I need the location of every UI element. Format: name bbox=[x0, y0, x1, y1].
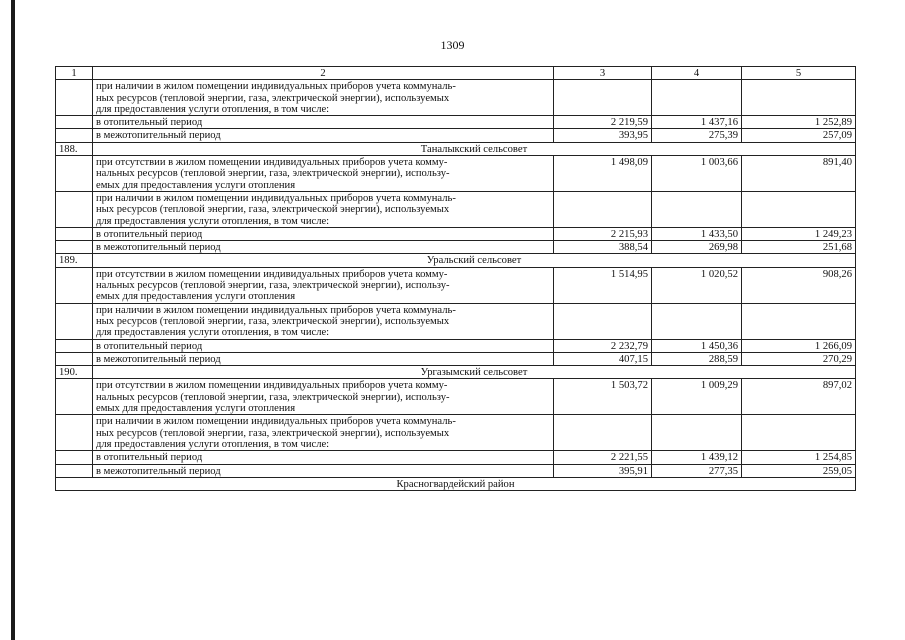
value-cell: 257,09 bbox=[742, 129, 856, 142]
value-cell: 393,95 bbox=[554, 129, 652, 142]
value-cell: 1 514,95 bbox=[554, 267, 652, 303]
description-row bbox=[56, 156, 856, 192]
value-cell: 1 439,12 bbox=[652, 451, 742, 464]
page-number: 1309 bbox=[440, 38, 465, 52]
number-cell bbox=[56, 415, 93, 451]
value-cell: 1 498,09 bbox=[554, 156, 652, 192]
description-cell: при отсутствии в жилом помещении индивидуальных приборов учета комму- нальных ресурсов (тепловой энергии, газа, электрической энергии), использу- емых для предоставления услуги отопления bbox=[93, 267, 554, 303]
tariff-table-body bbox=[56, 67, 856, 491]
description-cell: в межотопительный период bbox=[93, 464, 554, 477]
period-row bbox=[56, 116, 856, 129]
page-edge-rule bbox=[11, 0, 15, 640]
column-header: 1 bbox=[56, 67, 93, 80]
period-row bbox=[56, 227, 856, 240]
value-cell bbox=[554, 303, 652, 339]
value-cell bbox=[742, 303, 856, 339]
period-row bbox=[56, 241, 856, 254]
description-cell: при наличии в жилом помещении индивидуальных приборов учета коммуналь- ных ресурсов (тепловой энергии, газа, электрической энергии), используемых для предоставления услуги отопления, в том числе: bbox=[93, 303, 554, 339]
description-row bbox=[56, 303, 856, 339]
value-cell bbox=[742, 415, 856, 451]
value-cell bbox=[554, 415, 652, 451]
section-title-row bbox=[56, 254, 856, 267]
value-cell: 288,59 bbox=[652, 352, 742, 365]
number-cell bbox=[56, 156, 93, 192]
value-cell bbox=[742, 80, 856, 116]
value-cell bbox=[652, 80, 742, 116]
number-cell bbox=[56, 379, 93, 415]
value-cell bbox=[742, 191, 856, 227]
value-cell: 1 450,36 bbox=[652, 339, 742, 352]
number-cell bbox=[56, 303, 93, 339]
value-cell: 891,40 bbox=[742, 156, 856, 192]
value-cell: 270,29 bbox=[742, 352, 856, 365]
value-cell bbox=[652, 191, 742, 227]
value-cell: 1 433,50 bbox=[652, 227, 742, 240]
value-cell: 395,91 bbox=[554, 464, 652, 477]
value-cell: 388,54 bbox=[554, 241, 652, 254]
value-cell: 2 219,59 bbox=[554, 116, 652, 129]
value-cell: 1 009,29 bbox=[652, 379, 742, 415]
value-cell bbox=[652, 415, 742, 451]
value-cell bbox=[554, 80, 652, 116]
section-name: Таналыкский сельсовет bbox=[93, 142, 856, 155]
value-cell: 407,15 bbox=[554, 352, 652, 365]
number-cell bbox=[56, 241, 93, 254]
description-cell: в межотопительный период bbox=[93, 352, 554, 365]
description-cell: в отопительный период bbox=[93, 116, 554, 129]
value-cell: 1 020,52 bbox=[652, 267, 742, 303]
period-row bbox=[56, 129, 856, 142]
value-cell: 897,02 bbox=[742, 379, 856, 415]
description-cell: в отопительный период bbox=[93, 227, 554, 240]
number-cell bbox=[56, 191, 93, 227]
description-row bbox=[56, 415, 856, 451]
value-cell: 2 232,79 bbox=[554, 339, 652, 352]
column-header: 3 bbox=[554, 67, 652, 80]
description-row bbox=[56, 379, 856, 415]
header-row bbox=[56, 67, 856, 80]
description-row bbox=[56, 191, 856, 227]
district-name: Красногвардейский район bbox=[56, 477, 856, 490]
value-cell: 1 252,89 bbox=[742, 116, 856, 129]
description-cell: при наличии в жилом помещении индивидуальных приборов учета коммуналь- ных ресурсов (тепловой энергии, газа, электрической энергии), используемых для предоставления услуги отопления, в том числе: bbox=[93, 415, 554, 451]
section-number: 189. bbox=[56, 254, 93, 267]
district-row bbox=[56, 477, 856, 490]
value-cell: 908,26 bbox=[742, 267, 856, 303]
section-number: 188. bbox=[56, 142, 93, 155]
column-header: 5 bbox=[742, 67, 856, 80]
description-cell: в отопительный период bbox=[93, 451, 554, 464]
value-cell: 1 266,09 bbox=[742, 339, 856, 352]
value-cell: 259,05 bbox=[742, 464, 856, 477]
value-cell: 1 003,66 bbox=[652, 156, 742, 192]
number-cell bbox=[56, 267, 93, 303]
value-cell: 2 215,93 bbox=[554, 227, 652, 240]
description-cell: в отопительный период bbox=[93, 339, 554, 352]
period-row bbox=[56, 352, 856, 365]
value-cell: 251,68 bbox=[742, 241, 856, 254]
section-name: Ургазымский сельсовет bbox=[93, 366, 856, 379]
value-cell: 1 503,72 bbox=[554, 379, 652, 415]
period-row bbox=[56, 451, 856, 464]
value-cell bbox=[652, 303, 742, 339]
value-cell: 1 254,85 bbox=[742, 451, 856, 464]
section-title-row bbox=[56, 142, 856, 155]
description-cell: при наличии в жилом помещении индивидуальных приборов учета коммуналь- ных ресурсов (тепловой энергии, газа, электрической энергии), используемых для предоставления услуги отопления, в том числе: bbox=[93, 80, 554, 116]
value-cell: 277,35 bbox=[652, 464, 742, 477]
number-cell bbox=[56, 352, 93, 365]
section-name: Уральский сельсовет bbox=[93, 254, 856, 267]
tariff-table bbox=[55, 66, 856, 491]
section-number: 190. bbox=[56, 366, 93, 379]
value-cell: 269,98 bbox=[652, 241, 742, 254]
description-cell: в межотопительный период bbox=[93, 129, 554, 142]
column-header: 2 bbox=[93, 67, 554, 80]
description-cell: при наличии в жилом помещении индивидуальных приборов учета коммуналь- ных ресурсов (тепловой энергии, газа, электрической энергии), используемых для предоставления услуги отопления, в том числе: bbox=[93, 191, 554, 227]
description-cell: при отсутствии в жилом помещении индивидуальных приборов учета комму- нальных ресурсов (тепловой энергии, газа, электрической энергии), использу- емых для предоставления услуги отопления bbox=[93, 156, 554, 192]
period-row bbox=[56, 464, 856, 477]
value-cell bbox=[554, 191, 652, 227]
section-title-row bbox=[56, 366, 856, 379]
number-cell bbox=[56, 227, 93, 240]
value-cell: 2 221,55 bbox=[554, 451, 652, 464]
value-cell: 275,39 bbox=[652, 129, 742, 142]
number-cell bbox=[56, 116, 93, 129]
description-row bbox=[56, 80, 856, 116]
period-row bbox=[56, 339, 856, 352]
description-row bbox=[56, 267, 856, 303]
number-cell bbox=[56, 339, 93, 352]
column-header: 4 bbox=[652, 67, 742, 80]
number-cell bbox=[56, 129, 93, 142]
description-cell: при отсутствии в жилом помещении индивидуальных приборов учета комму- нальных ресурсов (тепловой энергии, газа, электрической энергии), использу- емых для предоставления услуги отопления bbox=[93, 379, 554, 415]
number-cell bbox=[56, 451, 93, 464]
value-cell: 1 437,16 bbox=[652, 116, 742, 129]
number-cell bbox=[56, 464, 93, 477]
number-cell bbox=[56, 80, 93, 116]
description-cell: в межотопительный период bbox=[93, 241, 554, 254]
value-cell: 1 249,23 bbox=[742, 227, 856, 240]
